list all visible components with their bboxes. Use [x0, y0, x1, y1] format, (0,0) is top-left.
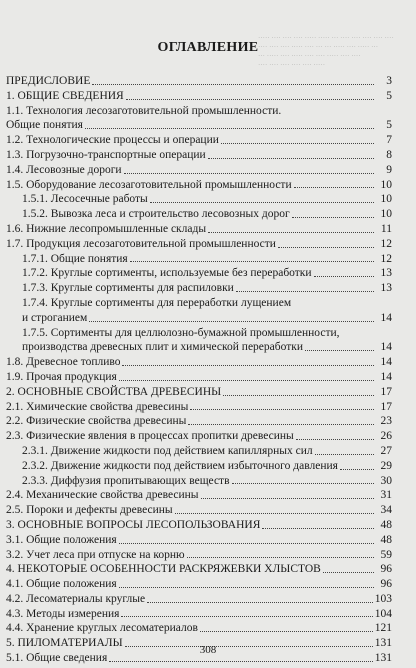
toc-entry-page: 104	[374, 607, 392, 620]
toc-entry	[6, 518, 392, 533]
toc-entry-title: 1.6. Нижние лесопромышленные склады	[6, 222, 207, 235]
toc-leader-dots	[109, 661, 373, 662]
toc-entry-title: ПРЕДИСЛОВИЕ	[6, 75, 91, 87]
toc-entry-page: 34	[380, 504, 392, 517]
toc-entry-page: 10	[380, 208, 392, 221]
toc-entry	[6, 222, 392, 237]
toc-entry-title: 2.2. Физические свойства древесины	[6, 415, 187, 428]
toc-entry-page: 131	[374, 637, 392, 650]
toc-entry-title: 1.7.4. Круглые сортименты для переработки лущением	[22, 296, 292, 309]
toc-entry	[6, 385, 392, 400]
toc-entry-page: 103	[374, 592, 392, 605]
toc-leader-dots	[175, 513, 374, 514]
toc-entry-page: 8	[386, 148, 392, 161]
table-of-contents	[6, 74, 392, 666]
toc-entry	[6, 296, 392, 311]
toc-entry	[6, 148, 392, 163]
toc-entry-page: 131	[374, 652, 392, 665]
toc-entry-title: 1.9. Прочая продукция	[6, 370, 117, 383]
toc-entry	[6, 237, 392, 252]
toc-leader-dots	[323, 572, 374, 573]
toc-entry	[6, 533, 392, 548]
toc-entry-page: 121	[374, 622, 392, 635]
toc-leader-dots	[278, 247, 374, 248]
toc-leader-dots	[232, 483, 374, 484]
toc-entry-title: 3.2. Учет леса при отпуске на корню	[6, 548, 185, 561]
toc-entry-page: 17	[380, 385, 392, 398]
toc-entry	[6, 414, 392, 429]
toc-entry-page: 5	[386, 119, 392, 132]
toc-leader-dots	[89, 321, 374, 322]
toc-entry-title: 2.3.1. Движение жидкости под действием капиллярных сил	[22, 444, 313, 457]
toc-entry	[6, 621, 392, 636]
toc-entry	[6, 178, 392, 193]
toc-entry-page: 96	[380, 563, 392, 576]
toc-leader-dots	[147, 602, 373, 603]
toc-leader-dots	[187, 557, 374, 558]
toc-entry-page: 30	[380, 474, 392, 487]
toc-leader-dots	[262, 528, 374, 529]
toc-entry-title: 3.1. Общие положения	[6, 533, 117, 546]
toc-entry-page: 9	[386, 163, 392, 176]
toc-entry	[6, 340, 392, 355]
toc-entry-page: 12	[380, 252, 392, 265]
toc-entry-title: производства древесных плит и химической переработки	[22, 341, 303, 354]
toc-entry	[6, 607, 392, 622]
toc-leader-dots	[315, 454, 374, 455]
toc-entry-title: 1.7.5. Сортименты для целлюлозно-бумажной промышленности,	[22, 326, 340, 339]
toc-entry	[6, 562, 392, 577]
toc-leader-dots	[236, 291, 374, 292]
toc-entry-title: 4.1. Общие положения	[6, 578, 117, 591]
toc-entry-title: 4. НЕКОТОРЫЕ ОСОБЕННОСТИ РАСКРЯЖЕВКИ ХЛЫСТОВ	[6, 563, 321, 576]
toc-entry-page: 14	[380, 311, 392, 324]
toc-entry-title: 1.5. Оборудование лесозаготовительной промышленности	[6, 178, 292, 191]
toc-entry-title: и строганием	[22, 311, 88, 324]
toc-entry-title: 1.7.1. Общие понятия	[22, 252, 128, 265]
toc-leader-dots	[314, 276, 374, 277]
toc-entry-title: 1.7.3. Круглые сортименты для распиловки	[22, 282, 234, 295]
toc-entry-title: 1.7.2. Круглые сортименты, используемые без переработки	[22, 267, 312, 280]
toc-entry	[6, 400, 392, 415]
toc-entry-page: 10	[380, 178, 392, 191]
toc-leader-dots	[305, 350, 374, 351]
toc-leader-dots	[292, 217, 374, 218]
toc-entry	[6, 548, 392, 563]
toc-leader-dots	[124, 173, 374, 174]
toc-entry-title: 1.8. Древесное топливо	[6, 356, 121, 369]
toc-leader-dots	[126, 99, 374, 100]
page-title: ОГЛАВЛЕНИЕ	[157, 40, 259, 55]
toc-entry	[6, 429, 392, 444]
toc-entry	[6, 474, 392, 489]
page-number: 308	[199, 644, 217, 656]
toc-entry-title: 2.4. Механические свойства древесины	[6, 489, 199, 502]
toc-entry-title: 5. ПИЛОМАТЕРИАЛЫ	[6, 637, 123, 650]
toc-entry	[6, 207, 392, 222]
show-through-text: ····· ···· ···· ···· ····· ····· ··· ···· ···· ···· ···· ···· ···· ···· ···· ····· ···· ··· ··· ····· ···· ····· ··· ··· ····· ···· ····· ···· ···· ····· ···· ···· ···· ···· ···· ···· ···· ·····	[258, 34, 394, 69]
toc-entry-title: 4.2. Лесоматериалы круглые	[6, 592, 146, 605]
toc-leader-dots	[201, 498, 374, 499]
toc-entry-page: 14	[380, 370, 392, 383]
toc-entry	[6, 326, 392, 341]
toc-entry-title: 2.5. Пороки и дефекты древесины	[6, 504, 173, 517]
toc-entry-title: 1.4. Лесовозные дороги	[6, 163, 122, 176]
toc-entry-page: 27	[380, 444, 392, 457]
toc-entry-title: 1.5.1. Лесосечные работы	[22, 193, 148, 206]
toc-entry-page: 14	[380, 356, 392, 369]
toc-entry-title: 1.5.2. Вывозка леса и строительство лесовозных дорог	[22, 208, 290, 221]
toc-entry-page: 59	[380, 548, 392, 561]
toc-leader-dots	[92, 84, 374, 85]
toc-leader-dots	[119, 380, 374, 381]
toc-entry-page: 17	[380, 400, 392, 413]
toc-leader-dots	[119, 543, 374, 544]
toc-leader-dots	[208, 158, 374, 159]
toc-leader-dots	[190, 409, 374, 410]
toc-entry-page: 11	[380, 222, 392, 235]
toc-entry	[6, 311, 392, 326]
toc-entry-title: 2.3.2. Движение жидкости под действием избыточного давления	[22, 459, 338, 472]
toc-entry-title: 1.2. Технологические процессы и операции	[6, 134, 219, 147]
toc-entry	[6, 104, 392, 119]
toc-entry-page: 5	[386, 89, 392, 102]
toc-entry	[6, 503, 392, 518]
toc-entry	[6, 281, 392, 296]
toc-entry-title: 2.1. Химические свойства древесины	[6, 400, 189, 413]
toc-leader-dots	[296, 439, 374, 440]
toc-leader-dots	[150, 202, 374, 203]
toc-entry	[6, 192, 392, 207]
toc-entry-page: 3	[386, 75, 392, 87]
toc-entry-title: 2. ОСНОВНЫЕ СВОЙСТВА ДРЕВЕСИНЫ	[6, 385, 222, 398]
toc-leader-dots	[188, 424, 374, 425]
toc-entry-title: 5.1. Общие сведения	[6, 652, 108, 665]
toc-entry-page: 96	[380, 578, 392, 591]
toc-entry-title: 3. ОСНОВНЫЕ ВОПРОСЫ ЛЕСОПОЛЬЗОВАНИЯ	[6, 518, 261, 531]
toc-leader-dots	[221, 143, 374, 144]
toc-entry-title: 1.1. Технология лесозаготовительной промышленности.	[6, 104, 282, 117]
toc-leader-dots	[223, 395, 374, 396]
toc-entry-page: 14	[380, 341, 392, 354]
toc-entry-title: 4.4. Хранение круглых лесоматериалов	[6, 622, 198, 635]
toc-entry	[6, 163, 392, 178]
toc-entry-title: Общие понятия	[6, 119, 83, 132]
toc-entry-title: 4.3. Методы измерения	[6, 607, 120, 620]
toc-entry-title: 1.3. Погрузочно-транспортные операции	[6, 148, 206, 161]
toc-entry-page: 7	[386, 134, 392, 147]
toc-leader-dots	[121, 616, 372, 617]
toc-entry	[6, 252, 392, 267]
toc-entry-page: 13	[380, 267, 392, 280]
toc-leader-dots	[85, 128, 374, 129]
toc-entry	[6, 89, 392, 104]
toc-entry	[6, 459, 392, 474]
toc-entry	[6, 118, 392, 133]
toc-entry-page: 31	[380, 489, 392, 502]
toc-leader-dots	[200, 631, 373, 632]
toc-leader-dots	[130, 261, 374, 262]
toc-entry	[6, 444, 392, 459]
toc-entry-title: 2.3.3. Диффузия пропитывающих веществ	[22, 474, 230, 487]
toc-leader-dots	[294, 187, 374, 188]
toc-entry	[6, 577, 392, 592]
toc-entry-page: 10	[380, 193, 392, 206]
toc-entry	[6, 355, 392, 370]
toc-entry	[6, 370, 392, 385]
toc-entry-page: 13	[380, 282, 392, 295]
toc-leader-dots	[119, 587, 374, 588]
toc-entry-page: 29	[380, 459, 392, 472]
toc-entry-page: 48	[380, 533, 392, 546]
toc-entry	[6, 266, 392, 281]
toc-entry	[6, 74, 392, 89]
toc-entry-page: 48	[380, 518, 392, 531]
toc-entry-title: 1. ОБЩИЕ СВЕДЕНИЯ	[6, 89, 124, 102]
toc-leader-dots	[122, 365, 374, 366]
toc-entry-title: 1.7. Продукция лесозаготовительной промышленности	[6, 237, 276, 250]
toc-entry-page: 23	[380, 415, 392, 428]
toc-entry	[6, 133, 392, 148]
toc-leader-dots	[208, 232, 374, 233]
toc-entry-page: 12	[380, 237, 392, 250]
toc-leader-dots	[340, 469, 374, 470]
toc-entry	[6, 592, 392, 607]
toc-entry-title: 2.3. Физические явления в процессах пропитки древесины	[6, 430, 294, 443]
toc-entry	[6, 488, 392, 503]
toc-entry-page: 26	[380, 430, 392, 443]
